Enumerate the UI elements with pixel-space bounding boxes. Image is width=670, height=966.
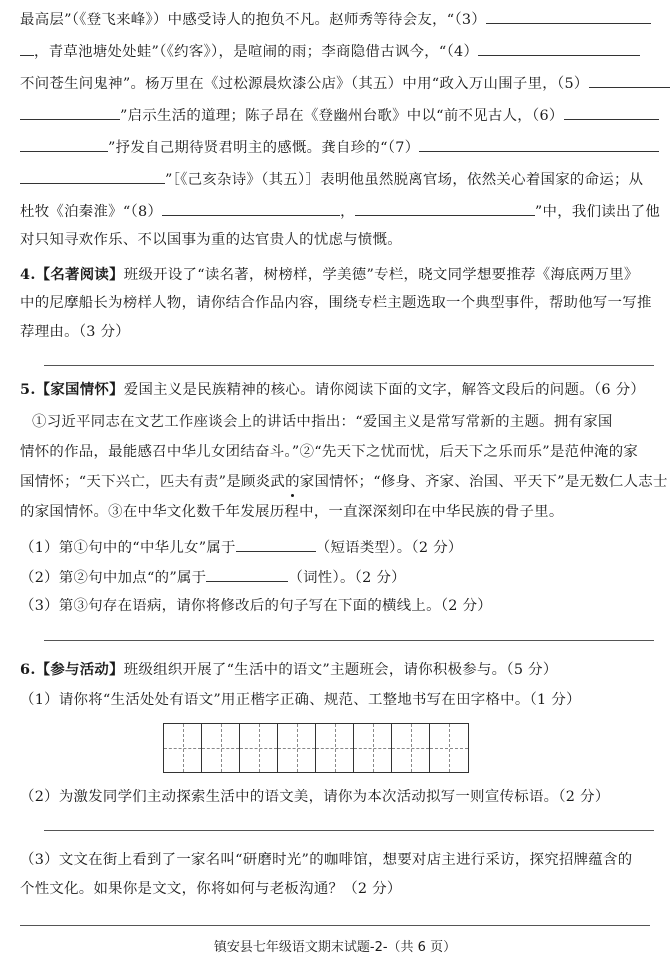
q6-title: 6.【参与活动】 <box>20 661 124 678</box>
q5-title: 5.【家国情怀】 <box>20 381 124 398</box>
q3-line-2: ，青草池塘处处蛙”（《约客》），是喧闹的雨；李商隐借古讽今，“（4） <box>20 40 650 62</box>
answer-blank-q5-1[interactable] <box>236 536 316 552</box>
answer-blank-4[interactable] <box>478 40 640 56</box>
answer-blank-5[interactable] <box>589 72 670 88</box>
tianzige-cell[interactable] <box>316 724 354 772</box>
q3-line-4: ”启示生活的道理；陈子昂在《登幽州台歌》中以“前不见古人，（6） <box>20 104 650 126</box>
footer-rule <box>20 925 650 926</box>
q4-answer-line[interactable] <box>44 365 654 366</box>
q5-passage-2: 情怀的作品，最能感召中华儿女团结奋斗。”②“先天下之忧而忧，后天下之乐而乐”是范仲淹的家 <box>20 444 639 460</box>
q3-line-3: 不问苍生问鬼神”。杨万里在《过松源晨炊漆公店》（其五）中用“政入万山围子里，（5） <box>20 72 650 94</box>
page-footer: 镇安县七年级语文期末试题-2-（共 6 页） <box>213 940 457 955</box>
tianzige-cell[interactable] <box>392 724 430 772</box>
q6-sub-1: （1）请你将“生活处处有语文”用正楷字正确、规范、工整地书写在田字格中。（1 分） <box>20 692 581 708</box>
answer-blank-7[interactable] <box>419 136 659 152</box>
answer-blank-5b[interactable] <box>20 104 120 120</box>
q6-answer-line-2[interactable] <box>44 830 654 831</box>
answer-blank-6b[interactable] <box>20 136 108 152</box>
answer-blank-6[interactable] <box>564 104 659 120</box>
q4-line-1: 4.【名著阅读】班级开设了“读名著，树榜样，学美德”专栏，晓文同学想要推荐《海底两万里》 <box>20 266 639 283</box>
q5-passage-3: 国情怀；“天下兴亡，匹夫有责”是顾炎武的家国情怀；“修身、齐家、治国、平天下”是无数仁人志士 <box>20 474 668 490</box>
answer-blank-q5-2[interactable] <box>206 566 288 582</box>
q6-sub-2: （2）为激发同学们主动探索生活中的语文美，请你为本次活动拟写一则宣传标语。（2 分） <box>20 789 610 805</box>
answer-blank-8a[interactable] <box>162 200 340 216</box>
q5-sub-1: （1）第①句中的“中华儿女”属于 （短语类型）。（2 分） <box>20 536 650 558</box>
q6-sub-3-line-2: 个性文化。如果你是文文，你将如何与老板沟通？（2 分） <box>20 881 402 897</box>
q5-answer-line[interactable] <box>44 640 654 641</box>
q3-line-6: ”［《己亥杂诗》（其五）］表明他虽然脱离官场，依然关心着国家的命运；从 <box>20 168 650 190</box>
answer-blank-8b[interactable] <box>355 200 535 216</box>
q3-line-7: 杜牧《泊秦淮》“（8） ， ”中，我们读出了他 <box>20 200 650 222</box>
q3-line-1: 最高层”（《登飞来峰》）中感受诗人的抱负不凡。赵师秀等待会友，“（3） <box>20 8 650 30</box>
tianzige-cell[interactable] <box>278 724 316 772</box>
tianzige-cell[interactable] <box>240 724 278 772</box>
q5-sub-2: （2）第②句中加点“的”属于 （词性）。（2 分） <box>20 566 650 588</box>
q5-sub-3: （3）第③句存在语病，请你将修改后的句子写在下面的横线上。（2 分） <box>20 598 492 614</box>
q6-sub-3-line-1: （3）文文在街上看到了一家名叫“研磨时光”的咖啡馆，想要对店主进行采访，探究招牌蕴含的 <box>20 852 633 868</box>
q3-line-8: 对只知寻欢作乐、不以国事为重的达官贵人的忧虑与愤慨。 <box>20 232 402 248</box>
q5-line-1: 5.【家国情怀】爱国主义是民族精神的核心。请你阅读下面的文字，解答文段后的问题。（6 分） <box>20 381 646 398</box>
q4-title: 4.【名著阅读】 <box>20 266 124 283</box>
dotted-char-de: 的 <box>285 474 300 490</box>
answer-blank-7b[interactable] <box>20 168 165 184</box>
tianzige-cell[interactable] <box>430 724 468 772</box>
q5-passage-1: ①习近平同志在文艺工作座谈会上的讲话中指出：“爱国主义是常写常新的主题。拥有家国 <box>32 414 613 430</box>
q5-passage-4: 的家国情怀。③在中华文化数千年发展历程中，一直深深刻印在中华民族的骨子里。 <box>20 504 564 520</box>
tianzige-cell[interactable] <box>354 724 392 772</box>
q4-line-3: 荐理由。（3 分） <box>20 324 130 340</box>
q3-line-5: ”抒发自己期待贤君明主的感慨。龚自珍的“（7） <box>20 136 650 158</box>
answer-blank-3[interactable] <box>486 8 651 24</box>
q6-line-1: 6.【参与活动】班级组织开展了“生活中的语文”主题班会，请你积极参与。（5 分） <box>20 661 558 678</box>
tianzige-cell[interactable] <box>164 724 202 772</box>
answer-blank-3b[interactable] <box>20 40 34 56</box>
q4-line-2: 中的尼摩船长为榜样人物，请你结合作品内容，围绕专栏主题选取一个典型事件，帮助他写一写推 <box>20 295 652 311</box>
tianzige-grid <box>163 723 469 773</box>
tianzige-cell[interactable] <box>202 724 240 772</box>
